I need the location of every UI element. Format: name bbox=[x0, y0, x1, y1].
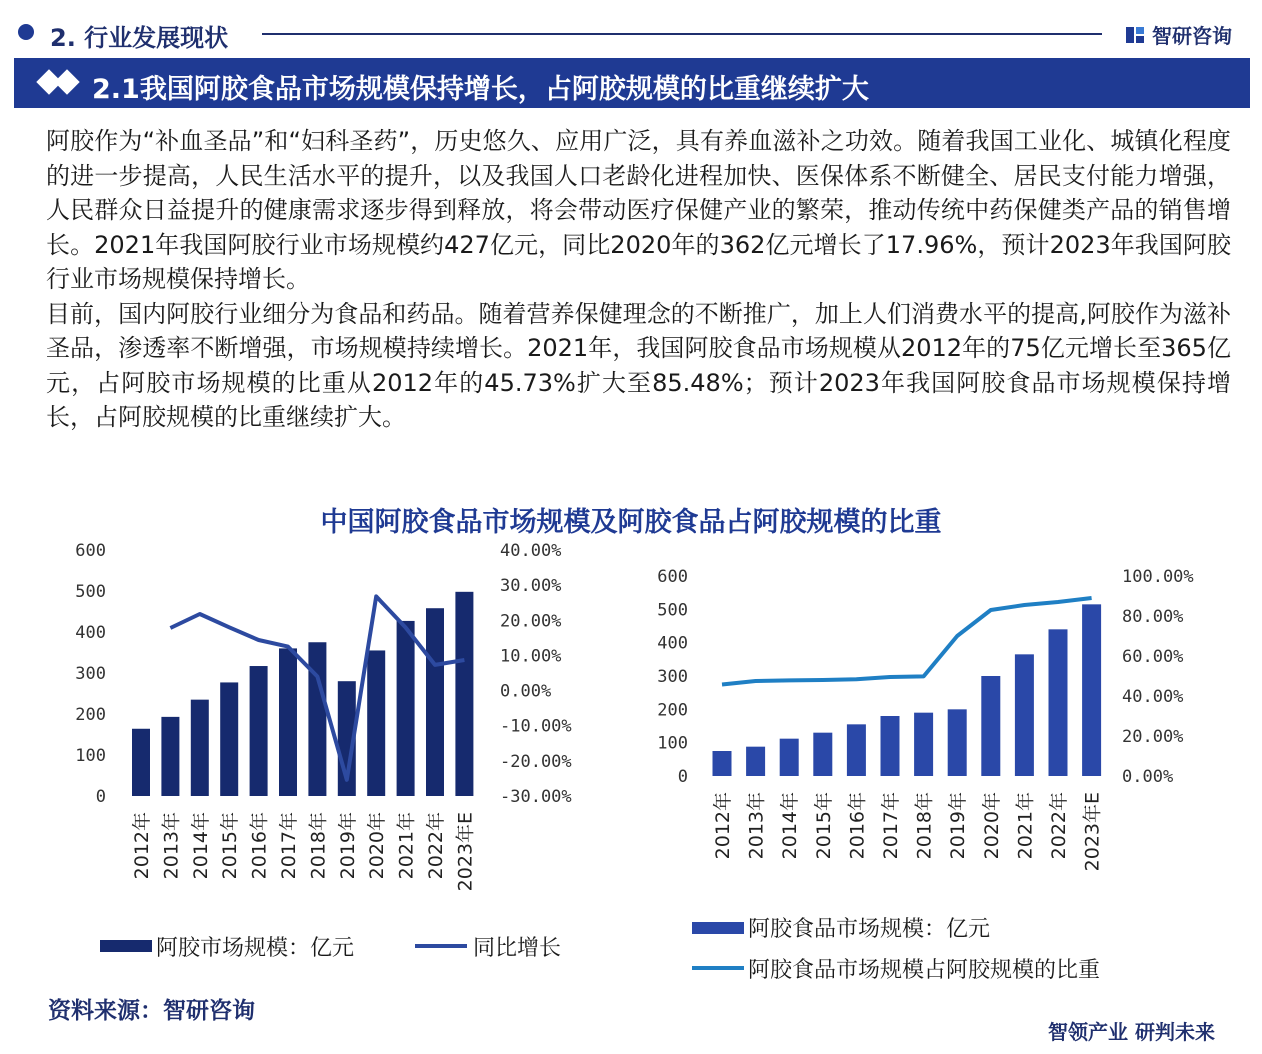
legend-label: 同比增长 bbox=[473, 936, 562, 961]
y-right-tick: 60.00% bbox=[1122, 647, 1184, 667]
y-left-tick: 400 bbox=[657, 633, 688, 654]
source-note: 资料来源：智研咨询 bbox=[48, 998, 255, 1024]
x-tick-label: 2016年 bbox=[248, 812, 271, 880]
legend-bar-swatch bbox=[692, 922, 744, 934]
y-left-tick: 300 bbox=[657, 667, 688, 687]
subtitle-text: 2.1我国阿胶食品市场规模保持增长，占阿胶规模的比重继续扩大 bbox=[92, 74, 869, 105]
x-tick-label: 2018年 bbox=[913, 792, 936, 860]
x-tick-label: 2014年 bbox=[779, 792, 802, 860]
y-left-tick: 500 bbox=[75, 582, 106, 602]
bar bbox=[1015, 654, 1034, 776]
x-tick-label: 2023年E bbox=[454, 812, 477, 892]
x-tick-label: 2016年 bbox=[846, 792, 869, 860]
x-tick-label: 2021年 bbox=[395, 812, 418, 880]
y-left-tick: 500 bbox=[657, 600, 688, 621]
paragraph: 目前，国内阿胶行业细分为食品和药品。随着营养保健理念的不断推广，加上人们消费水平的提高,阿胶作为滋补圣品，渗透率不断增强，市场规模持续增长。2021年，我国阿胶食品市场规模从2012年的75亿元增长至365亿元，占阿胶市场规模的比重从2012年的45.73%扩大至85.48%；预计2023年我国阿胶食品市场规模保持增长，占阿胶规模的比重继续扩大。 bbox=[46, 299, 1231, 431]
bar bbox=[981, 676, 1000, 776]
y-right-tick: 20.00% bbox=[1122, 727, 1184, 747]
chart-title: 中国阿胶食品市场规模及阿胶食品占阿胶规模的比重 bbox=[320, 507, 942, 538]
x-tick-label: 2020年 bbox=[980, 792, 1003, 860]
y-right-tick: 0.00% bbox=[500, 681, 552, 702]
y-right-tick: 30.00% bbox=[500, 576, 562, 597]
x-tick-label: 2013年 bbox=[160, 812, 183, 880]
x-tick-label: 2019年 bbox=[947, 792, 970, 860]
legend-label: 阿胶食品市场规模：亿元 bbox=[748, 917, 991, 942]
bar bbox=[948, 709, 967, 776]
y-left-tick: 100 bbox=[75, 746, 106, 766]
bar bbox=[161, 717, 179, 796]
bar bbox=[455, 592, 473, 796]
y-right-tick: -30.00% bbox=[500, 787, 572, 807]
legend-bar-swatch bbox=[100, 940, 152, 952]
x-tick-label: 2012年 bbox=[712, 792, 734, 860]
x-tick-label: 2015年 bbox=[219, 812, 242, 880]
legend-label: 阿胶食品市场规模占阿胶规模的比重 bbox=[748, 958, 1101, 983]
x-tick-label: 2020年 bbox=[366, 812, 389, 880]
bar bbox=[397, 621, 415, 796]
brand-name: 智研咨询 bbox=[1152, 24, 1232, 48]
x-tick-label: 2018年 bbox=[307, 812, 330, 880]
bar bbox=[1049, 629, 1068, 776]
y-left-tick: 600 bbox=[75, 541, 106, 561]
x-tick-label: 2023年E bbox=[1081, 792, 1104, 872]
y-left-tick: 0 bbox=[95, 787, 106, 807]
bar bbox=[191, 700, 209, 796]
bar bbox=[367, 650, 385, 796]
y-right-tick: 80.00% bbox=[1122, 607, 1184, 627]
bar bbox=[746, 747, 765, 776]
series-line bbox=[722, 598, 1092, 685]
x-tick-label: 2019年 bbox=[336, 812, 359, 880]
bar bbox=[250, 666, 268, 796]
bar bbox=[220, 682, 238, 796]
x-tick-label: 2015年 bbox=[812, 792, 835, 860]
bar bbox=[847, 724, 866, 776]
y-right-tick: 0.00% bbox=[1122, 767, 1174, 787]
y-left-tick: 400 bbox=[75, 623, 106, 643]
x-tick-label: 2021年 bbox=[1014, 792, 1037, 860]
bar bbox=[713, 751, 732, 776]
slogan: 智领产业 研判未来 bbox=[1048, 1020, 1215, 1044]
y-right-tick: 100.00% bbox=[1122, 567, 1194, 587]
bar bbox=[780, 739, 799, 776]
bar bbox=[813, 733, 832, 776]
y-right-tick: 40.00% bbox=[1122, 687, 1184, 707]
x-tick-label: 2022年 bbox=[425, 812, 447, 880]
x-tick-label: 2022年 bbox=[1048, 792, 1070, 860]
y-left-tick: 300 bbox=[75, 664, 106, 684]
x-tick-label: 2017年 bbox=[278, 812, 300, 880]
bar bbox=[426, 608, 444, 796]
x-tick-label: 2013年 bbox=[745, 792, 768, 860]
y-right-tick: 40.00% bbox=[500, 541, 562, 561]
x-tick-label: 2014年 bbox=[189, 812, 212, 880]
y-left-tick: 200 bbox=[657, 700, 688, 721]
x-tick-label: 2017年 bbox=[880, 792, 902, 860]
y-left-tick: 100 bbox=[657, 733, 688, 754]
y-right-tick: 20.00% bbox=[500, 611, 562, 632]
bar bbox=[881, 716, 900, 776]
y-right-tick: 10.00% bbox=[500, 646, 562, 667]
y-left-tick: 600 bbox=[657, 567, 688, 587]
bar bbox=[308, 642, 326, 796]
section-title: 2. 行业发展现状 bbox=[50, 24, 229, 52]
bar bbox=[914, 713, 933, 776]
paragraph: 阿胶作为“补血圣品”和“妇科圣药”，历史悠久、应用广泛，具有养血滋补之功效。随着我国工业化、城镇化程度的进一步提高，人民生活水平的提升，以及我国人口老龄化进程加快、医保体系不断健全、居民支付能力增强，人民群众日益提升的健康需求逐步得到释放，将会带动医疗保健产业的繁荣，推动传统中药保健类产品的销售增长。2021年我国阿胶行业市场规模约427亿元，同比2020年的362亿元增长了17.96%，预计2023年我国阿胶行业市场规模保持增长。 bbox=[46, 127, 1231, 293]
y-left-tick: 200 bbox=[75, 705, 106, 725]
bar bbox=[1082, 604, 1101, 776]
y-right-tick: -20.00% bbox=[500, 751, 572, 772]
bar bbox=[279, 648, 297, 796]
bar bbox=[132, 729, 150, 796]
y-right-tick: -10.00% bbox=[500, 716, 572, 737]
y-left-tick: 0 bbox=[677, 767, 688, 787]
legend-label: 阿胶市场规模：亿元 bbox=[156, 936, 355, 961]
x-tick-label: 2012年 bbox=[131, 812, 153, 880]
